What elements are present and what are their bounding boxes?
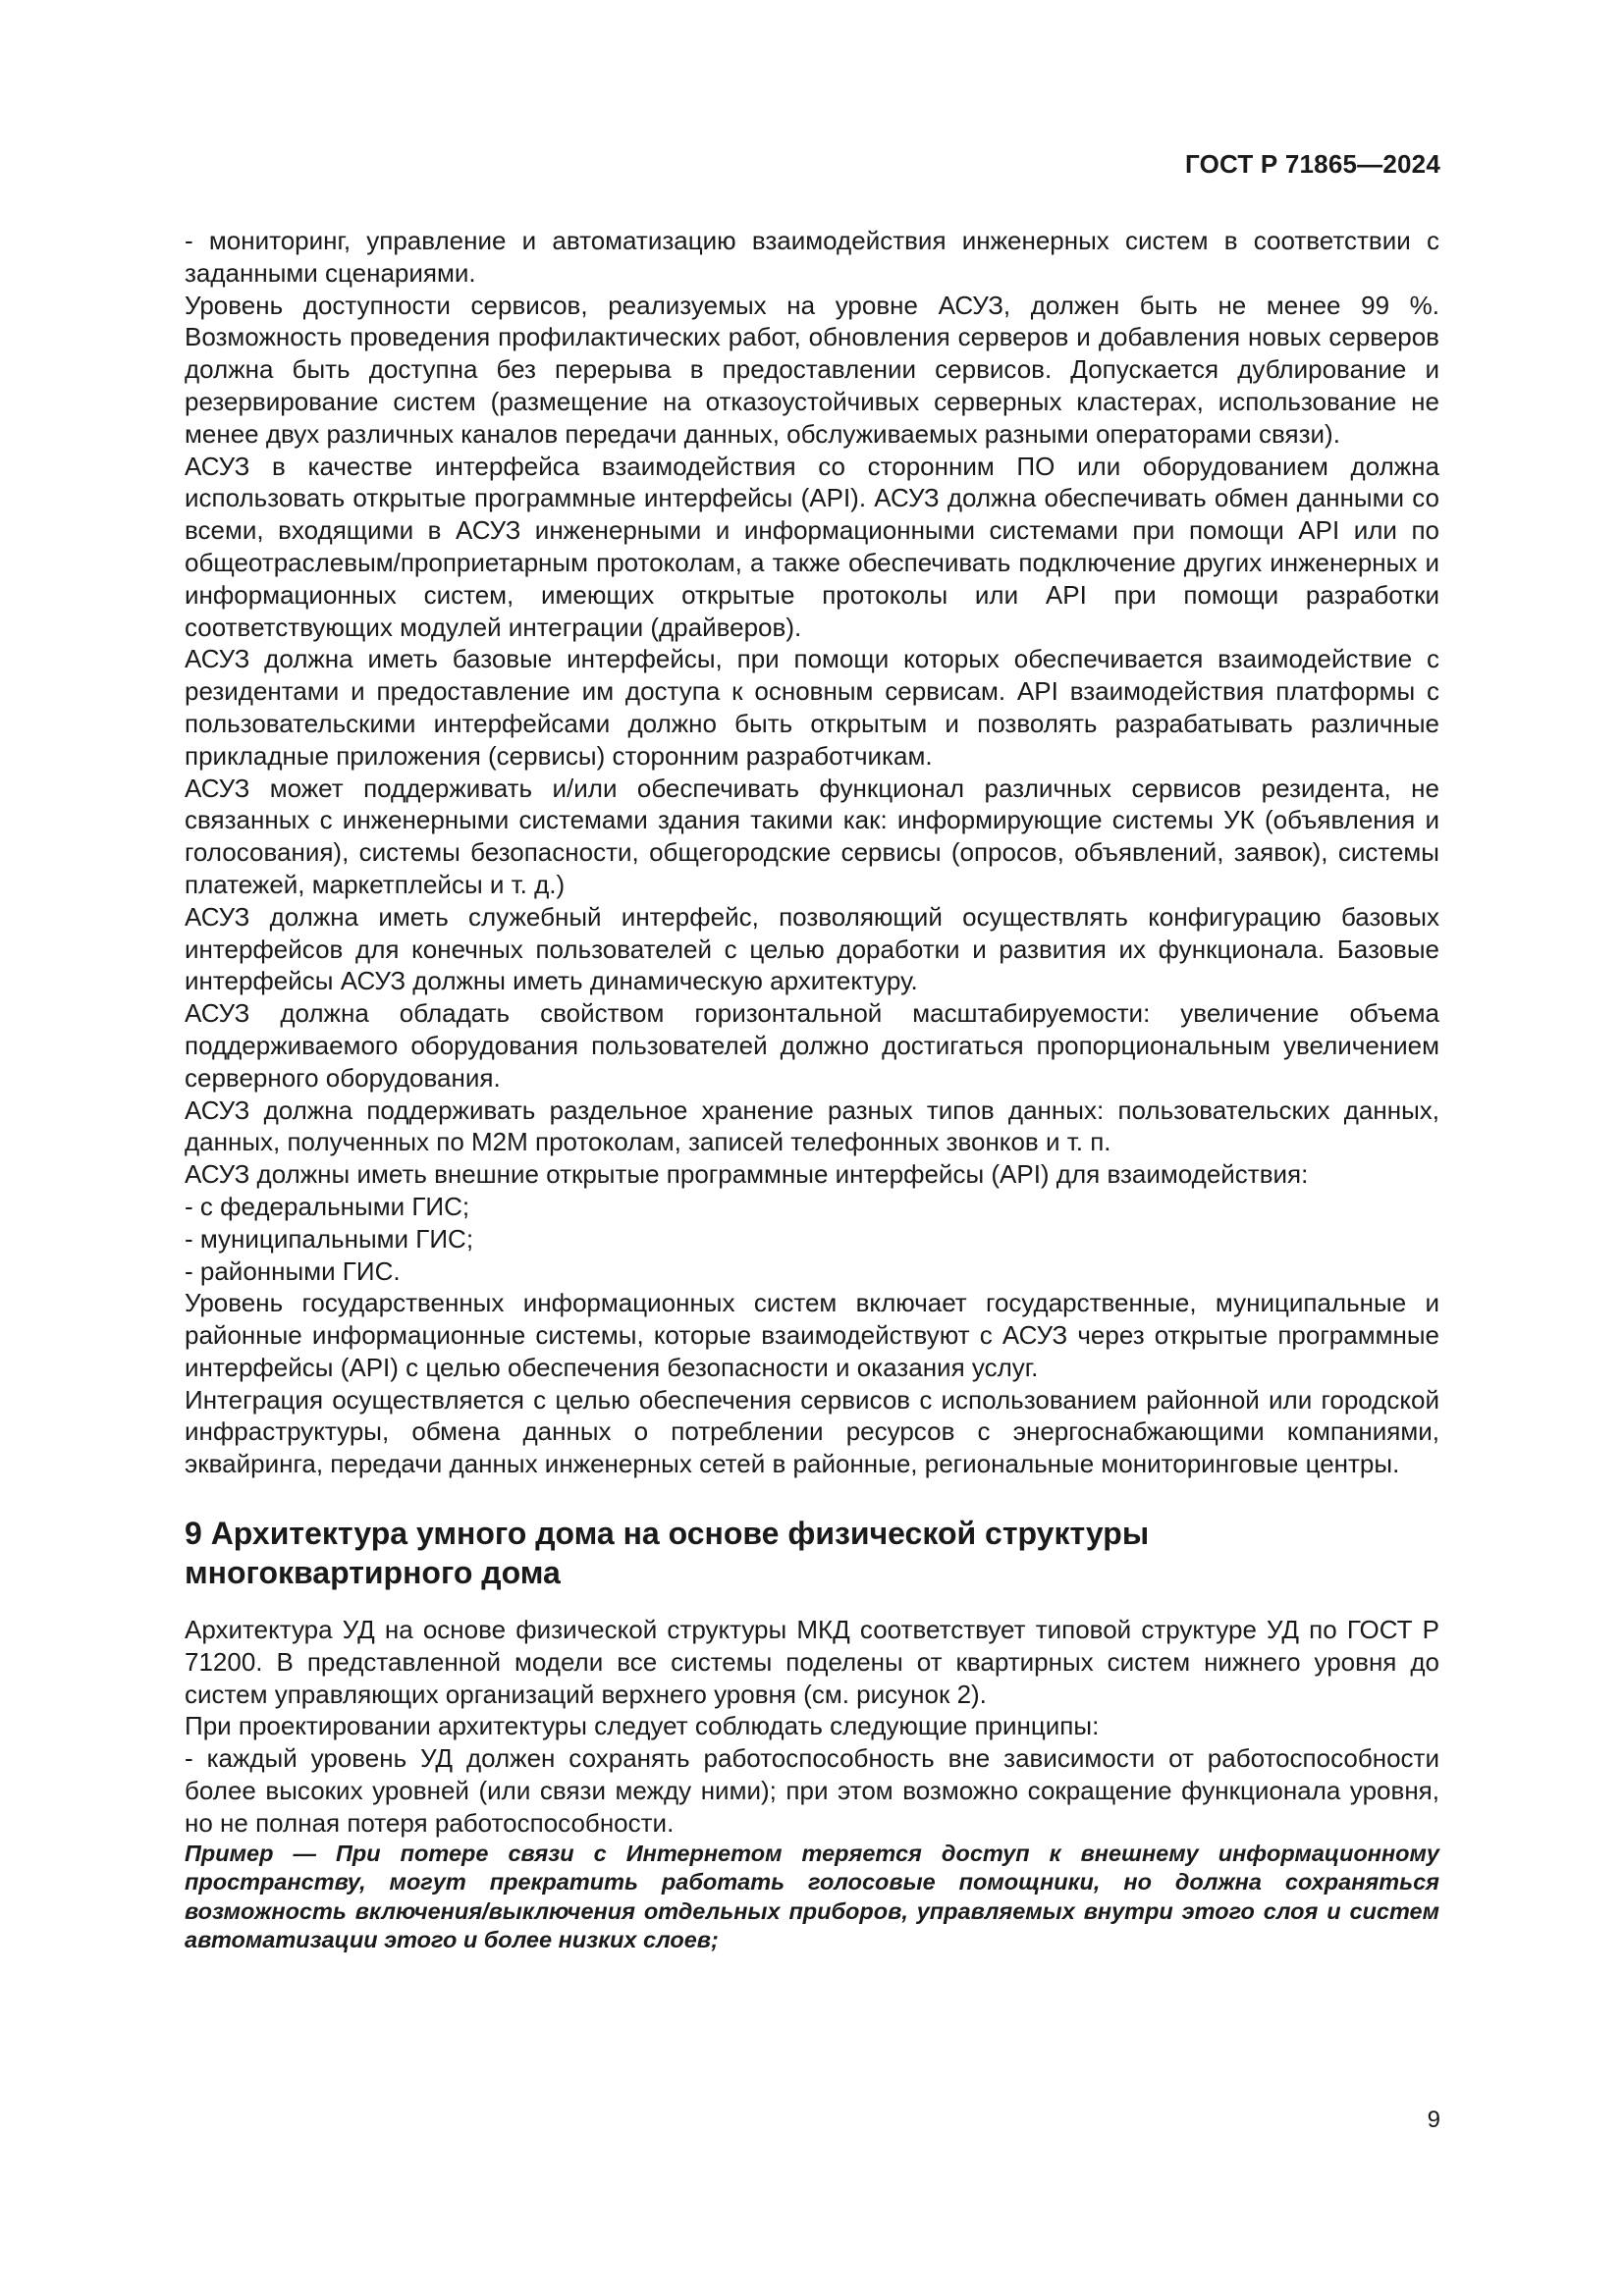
paragraph: При проектировании архитектуры следует соблюдать следующие принципы: — [185, 1711, 1100, 1741]
paragraph: АСУЗ должна иметь служебный интерфейс, позволяющий осуществлять конфигурацию базовых интерфейсов для конечных пользователей с целью доработки и развития их функционала. Базовые интерфейсы АСУЗ должны иметь динамическую архитектуру. — [185, 901, 1439, 996]
section-heading-line: 9 Архитектура умного дома на основе физической структуры — [185, 1516, 1150, 1552]
section-heading-line: многоквартирного дома — [185, 1555, 561, 1591]
list-item: - муниципальными ГИС; — [185, 1223, 474, 1254]
paragraph: АСУЗ должна поддерживать раздельное хранение разных типов данных: пользовательских данных, данных, полученных по M2M протоколам, записей телефонных звонков и т. п. — [185, 1095, 1439, 1157]
paragraph: - каждый уровень УД должен сохранять работоспособность вне зависимости от работоспособности более высоких уровней (или связи между ними); при этом возможно сокращение функционала уровня, но не полная потеря работоспособности. — [185, 1743, 1439, 1838]
list-item: - с федеральными ГИС; — [185, 1191, 470, 1221]
example-note: Пример — При потере связи с Интернетом теряется доступ к внешнему информационному пространству, могут прекратить работать голосовые помощники, но должна сохраняться возможность включения/выключения отдельных приборов, управляемых внутри этого слоя и систем автоматизации этого и более низких слоев; — [185, 1840, 1439, 1953]
section-heading — [185, 1514, 1439, 1592]
paragraph: Архитектура УД на основе физической структуры МКД соответствует типовой структуре УД по ГОСТ Р 71200. В представленной модели все системы поделены от квартирных систем нижнего уровня до систем управляющих организаций верхнего уровня (см. рисунок 2). — [185, 1615, 1439, 1709]
main-text — [185, 225, 1439, 1955]
paragraph: Уровень доступности сервисов, реализуемых на уровне АСУЗ, должен быть не менее 99 %. Возможность проведения профилактических работ, обновления серверов и добавления новых серверов должна быть доступна без перерыва в предоставлении сервисов. Допускается дублирование и резервирование систем (размещение на отказоустойчивых серверных кластерах, использование не менее двух различных каналов передачи данных, обслуживаемых разными операторами связи). — [185, 290, 1439, 449]
paragraph: Уровень государственных информационных систем включает государственные, муниципальные и районные информационные системы, которые взаимодействуют с АСУЗ через открытые программные интерфейсы (API) с целью обеспечения безопасности и оказания услуг. — [185, 1288, 1439, 1382]
list-item: - районными ГИС. — [185, 1255, 401, 1286]
page-number: 9 — [1427, 2107, 1440, 2133]
paragraph: Интеграция осуществляется с целью обеспечения сервисов с использованием районной или городской инфраструктуры, обмена данных о потреблении ресурсов с энергоснабжающими компаниями, эквайринга, передачи данных инженерных сетей в районные, региональные мониторинговые центры. — [185, 1384, 1439, 1479]
paragraph: АСУЗ может поддерживать и/или обеспечивать функционал различных сервисов резидента, не связанных с инженерными системами здания такими как: информирующие системы УК (объявления и голосования), системы безопасности, общегородские сервисы (опросов, объявлений, заявок), системы платежей, маркетплейсы и т. д.) — [185, 773, 1439, 899]
document-code-header: ГОСТ Р 71865—2024 — [1185, 149, 1440, 179]
paragraph: - мониторинг, управление и автоматизацию взаимодействия инженерных систем в соответствии с заданными сценариями. — [185, 226, 1439, 288]
paragraph: АСУЗ в качестве интерфейса взаимодействия со сторонним ПО или оборудованием должна использовать открытые программные интерфейсы (API). АСУЗ должна обеспечивать обмен данными со всеми, входящими в АСУЗ инженерными и информационными системами при помощи API или по общеотраслевым/проприетарным протоколам, а также обеспечивать подключение других инженерных и информационных систем, имеющих открытые протоколы или API при помощи разработки соответствующих модулей интеграции (драйверов). — [185, 451, 1439, 642]
paragraph: АСУЗ должны иметь внешние открытые программные интерфейсы (API) для взаимодействия: — [185, 1159, 1309, 1190]
paragraph: АСУЗ должна иметь базовые интерфейсы, при помощи которых обеспечивается взаимодействие с резидентами и предоставление им доступа к основным сервисам. API взаимодействия платформы с пользовательскими интерфейсами должно быть открытым и позволять разрабатывать различные прикладные приложения (сервисы) сторонним разработчикам. — [185, 644, 1439, 771]
paragraph: АСУЗ должна обладать свойством горизонтальной масштабируемости: увеличение объема поддерживаемого оборудования пользователей должно достигаться пропорциональным увеличением серверного оборудования. — [185, 998, 1439, 1093]
